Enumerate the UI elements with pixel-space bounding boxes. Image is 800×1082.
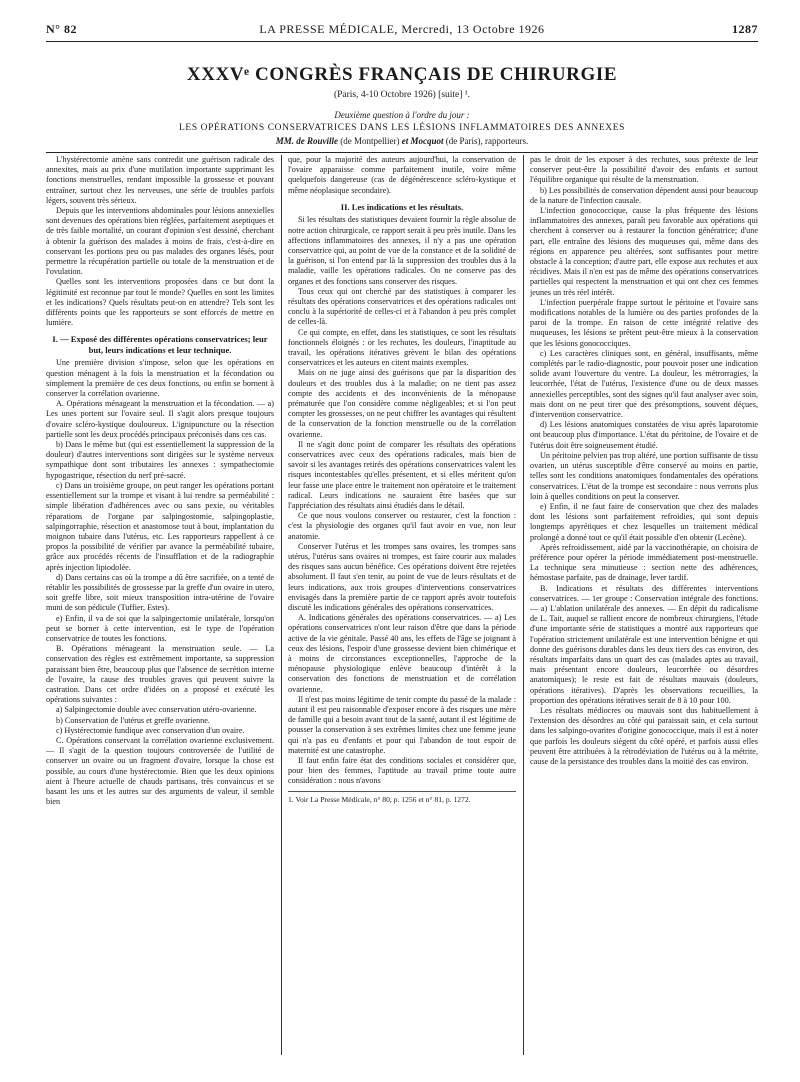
column-3: [530, 155, 758, 1055]
paragraph: Ce qui compte, en effet, dans les statistiques, ce sont les résultats fonctionnels éloignés : or les rechutes, les douleurs, l'inaptitude au travail, les opérations itératives grèvent le bilan des opérations conservatrices et les auteurs en citent maints exemples.: [288, 327, 516, 368]
journal-page: [46, 22, 758, 1055]
paragraph: Quelles sont les interventions proposées dans ce but dont la légitimité est reconnue par tout le monde? Quelles en sont les limites et les indications? Quels résultats peut-on en attendre? Tels sont les différents points que les rapporteurs se sont efforcés de mettre en lumière.: [46, 277, 274, 328]
paragraph: b) Dans le même but (qui est essentiellement la suppression de la douleur) d'autres interventions sont dirigées sur le système nerveux sympathique dont sont tributaires les annexes : sympathectomie hypogastrique, résection du nerf pré-sacré.: [46, 440, 274, 480]
paragraph: B. Opérations ménageant la menstruation seule. — La conservation des règles est extrêmement importante, sa suppression paraissant bien être, beaucoup plus que l'absence de secrétion interne de l'ovaire, la cause des troubles graves qui peuvent suivre la castration. Dans cet ordre d'idées on a proposé et exécuté les opérations suivantes :: [46, 644, 274, 705]
paragraph: Les résultats médiocres ou mauvais sont dus habituellement à l'extension des désordres au côté qui paraissait sain, et cela surtout dans les salpingo-ovarites d'origine gonococcique, mais il est à noter que parfois les douleurs siègent du côté opéré, et parfois aussi elles peuvent être attribuées à la rétrodéviation de l'utérus ou à la métrite, cause de la persistance des troubles dans la moitié des cas environ.: [530, 705, 758, 766]
list-item: c) Hystérectomie fundique avec conservation d'un ovaire.: [56, 725, 245, 735]
paragraph: Il n'est pas moins légitime de tenir compte du passé de la malade : autant il est peu raisonnable d'exposer encore à des risques une mère de famille qui a besoin avant tout de la santé, autant il est légitime de pousser la conservation à ses extrêmes limites chez une femme jeune qui n'a pas eu d'enfants et pour qui l'abandon de tout espoir de maternité est une catastrophe.: [288, 694, 516, 755]
paragraph: L'hystérectomie amène sans contredit une guérison radicale des annexites, mais au prix d'une mutilation importante supprimant les fonctions menstruelles, rendant impossible la grossesse et pouvant entraîner, surtout chez les nerveuses, une série de troubles parfois légers, souvent très sérieux.: [46, 155, 274, 205]
authors-role: (de Paris), rapporteurs.: [443, 136, 529, 146]
paragraph: b) Les possibilités de conservation dépendent aussi pour beaucoup de la nature de l'infection causale.: [530, 185, 758, 205]
paragraph: Conserver l'utérus et les trompes sans ovaires, les trompes sans utérus, l'utérus sans ovaires ni trompes, est faire courir aux malades des risques sans aucun bénéfice. Ces opérations doivent être rejetées absolument. Il faut s'en tenir, au point de vue de leurs résultats et de leurs indications, aux trois groupes d'interventions conservatrices envisagés dans la première partie de ce rapport après avoir toutefois discuté les indications générales des opérations conservatrices.: [288, 541, 516, 613]
paragraph: pas le droit de les exposer à des rechutes, sous prétexte de leur conserver peut-être la possibilité d'avoir des enfants et surtout l'équilibre organique qui résulte de la menstruation.: [530, 155, 758, 185]
paragraph: e) Enfin, il ne faut faire de conservation que chez des malades dont les lésions sont parfaitement refroidies, qui sont depuis longtemps apyrétiques et chez lesquelles un traitement médical prolongé a donné tout ce qu'il était possible d'en obtenir (Lecène).: [530, 501, 758, 542]
text-columns: [46, 155, 758, 1055]
paragraph: Il ne s'agit donc point de comparer les résultats des opérations conservatrices avec ceux des opérations radicales, mais bien de savoir si les avantages retirés des opérations conservatrices valent les risques incontestables qu'elles présentent, et si elles méritent qu'on leur fasse une place entre le traitement non opératoire et le traitement radical. Leurs indications ne sauraient être basées que sur l'appréciation des résultats ainsi étudiés dans le détail.: [288, 439, 516, 510]
paragraph: Ce que nous voulons conserver ou restaurer, c'est la fonction : c'est la physiologie des organes qu'il faut avoir en vue, non leur anatomie.: [288, 511, 516, 541]
paragraph: Tous ceux qui ont cherché par des statistiques à comparer les résultats des opérations conservatrices et des opérations radicales ont conclu à la supériorité de celles-ci et à l'abandon à peu près complet de celles-là.: [288, 286, 516, 327]
paragraph: c) Dans un troisième groupe, on peut ranger les opérations portant essentiellement sur la trompe et visant à lui rendre sa perméabilité : simple libération d'adhérences avec ou sans pexie, ou véritables réparations de l'organe par salpingostomie, salpingoplastie, salpingorraphie, résection et anastomose tout à bout, implantation du moignon tubaire dans l'utérus, etc. Les rapporteurs rappellent à ce propos la possibilité de vérifier par avance la perméabilité tubaire, grâce aux procédés récents de l'insufflation et de la radiographie après injection lipiodolée.: [46, 480, 274, 572]
paragraph: Mais on ne juge ainsi des guérisons que par la disparition des douleurs et des troubles dus à la maladie; on ne tient pas assez compte des accidents et des inconvénients de la ménopause prématurée que l'on considère comme négligeables; et si l'on peut compter les grossesses, on ne peut chiffrer les avantages qui résultent de la conservation de la fonction menstruelle ou de la corrélation ovarienne.: [288, 368, 516, 439]
paragraph: Un péritoine pelvien pas trop altéré, une portion suffisante de tissu ovarien, un utérus susceptible d'être conservé au moins en partie, telles sont les conditions anatomiques fondamentales des opérations conservatrices. L'état de la trompe est secondaire : nous verrons plus loin à quelles conditions on peut la conserver.: [530, 450, 758, 501]
paragraph: C. Opérations conservant la corrélation ovarienne exclusivement. — Il s'agit de la question toujours controversée de l'utilité de conserver un ovaire ou un fragment d'ovaire, lorsque la chose est possible, au cours d'une hystérectomie. Bien que les deux opinions aient à l'heure actuelle de chauds partisans, très convaincus et se basant les uns et les autres sur des arguments de valeur, il semble bien: [46, 735, 274, 807]
paragraph: L'infection gonococcique, cause la plus fréquente des lésions inflammatoires des annexes, paraît peu favorable aux opérations qui cherchent à conserver ou à restaurer la fonction génératrice; d'une part, elle entraîne des lésions des muqueuses qui, même dans des régions en apparence peu altérées, sont suffisantes pour mettre obstacle à la conception; d'autre part, elle expose aux rechutes et aux récidives. Mais il n'en est pas de même des opérations conservatrices partielles qui respectent la menstruation et qui ont chez ces femmes jeunes un très réel intérêt.: [530, 206, 758, 297]
column-2: [288, 155, 516, 1055]
paragraph: A. Opérations ménageant la menstruation et la fécondation. — a) Les unes portent sur l'ovaire seul. Il s'agit alors presque toujours d'ovaire scléro-kystique douloureux. L'ignipuncture ou la résection partielle sont les deux procédés principaux préconisés dans ces cas.: [46, 399, 274, 439]
column-1: [46, 155, 274, 1055]
issue-number: N° 82: [46, 22, 77, 36]
list-item: a) Salpingectomie double avec conservation utéro-ovarienne.: [56, 705, 257, 715]
congress-subtitle: (Paris, 4-10 Octobre 1926) [suite] ¹.: [333, 90, 471, 100]
paragraph: Une première division s'impose, selon que les opérations en question ménagent à la fois la menstruation et la fécondation ou simplement la première de ces deux fonctions, ou enfin se bornent à conserver la corrélation ovarienne.: [46, 358, 274, 399]
paragraph: B. Indications et résultats des différentes interventions conservatrices. — 1er groupe : Conservation intégrale des fonctions. — a) L'ablation unilatérale des annexes. — En dépit du radicalisme de L. Tait, auquel se rallient encore de nombreux chirurgiens, l'étude d'une importante série de statistiques a montré aux rapporteurs que l'opération strictement unilatérale est une intervention bénigne et qui donne des guérisons durables dans les deux tiers des cas environ, des résultats imparfaits dans un quart des cas (malades aptes au travail, mais présentant encore douleurs, leucorrhée ou désordres anatomiques); le reste est fait de résultats mauvais (douleurs, opérations itératives). D'après les observations recueillies, la proportion des opérations itératives serait de 8 à 10 pour 100.: [530, 583, 758, 705]
paragraph: A. Indications générales des opérations conservatrices. — a) Les opérations conservatrices n'ont leur raison d'être que dans la période active de la vie génitale. Passé 40 ans, les effets de l'âge se joignant à ceux des lésions, l'espoir d'une grossesse devient bien chimérique et à moins de circonstances exceptionnelles, l'approche de la ménopause physiologique enlève beaucoup d'intérêt à la conservation des fonctions de menstruation et de corrélation ovarienne.: [288, 613, 516, 694]
article-topic: LES OPÉRATIONS CONSERVATRICES DANS LES LÉSIONS INFLAMMATOIRES DES ANNEXES: [179, 123, 625, 133]
list-item: b) Conservation de l'utérus et greffe ovarienne.: [56, 715, 210, 725]
paragraph: Depuis que les interventions abdominales pour lésions annexielles sont devenues des opérations bien réglées, parfaitement aseptiques et de très faible mortalité, un courant d'opinion s'est dessiné, cherchant à obtenir la guérison des malades à moins de frais, c'est-à-dire en conservant les portions peu ou pas malades des organes lésés, pour permettre la récupération partielle ou totale de la menstruation et de l'ovulation.: [46, 206, 274, 277]
paragraph: que, pour la majorité des auteurs aujourd'hui, la conservation de l'ovaire apparaisse comme parfaitement inutile, voire même quelquefois dangereuse (cas de dégénérescence scléro-kystique et même néoplasique secondaire).: [288, 155, 516, 195]
paragraph: d) Les lésions anatomiques constatées de visu après laparotomie ont beaucoup plus d'importance. L'état du péritoine, de l'ovaire et de l'utérus doit être soigneusement étudié.: [530, 420, 758, 450]
section-heading-2: II. Les indications et les résultats.: [340, 201, 464, 212]
author-2: et Mocquot: [401, 136, 444, 146]
paragraph: c) Les caractères cliniques sont, en général, insuffisants, même complétés par le radio-diagnostic, pour pouvoir poser une indication solide avant l'ouverture du ventre. La douleur, les métrorragies, la leucorrhée, l'état de l'utérus, l'existence d'une ou de deux masses annexielles perceptibles, sont des signes qu'il faut analyser avec soin, mais dont on ne peut tirer que des présomptions, souvent déçues, d'intervention conservatrice.: [530, 348, 758, 420]
page-number: 1287: [732, 22, 758, 36]
paragraph: e) Enfin, il va de soi que la salpingectomie unilatérale, lorsqu'on peut se borner à cette intervention, est le type de l'opération conservatrice de toutes les fonctions.: [46, 613, 274, 643]
author-1-origin: (de Montpellier): [338, 136, 402, 146]
section-heading-1: I. — Exposé des différentes opérations conservatrices; leur but, leurs indications et leur technique.: [52, 334, 268, 355]
agenda-question: Deuxième question à l'ordre du jour :: [334, 110, 470, 120]
title-rule: [46, 152, 758, 153]
congress-title: XXXVᵉ CONGRÈS FRANÇAIS DE CHIRURGIE: [186, 64, 618, 85]
paragraph: Après refroidissement, aidé par la vaccinothérapie, on choisira de préférence pour opérer la période immédiatement post-menstruelle. La technique sera minutieuse : section nette des adhérences, hémostase parfaite, pas de drainage, lever tardif.: [530, 542, 758, 583]
paragraph: d) Dans certains cas où la trompe a dû être sacrifiée, on a tenté de rétablir les possibilités de grossesse par la greffe d'un ovaire in utero, soit greffe libre, soit mieux transposition intra-utérine de l'ovaire muni de son pédicule (Tuffier, Estes).: [46, 572, 274, 613]
footnote: 1. Voir La Presse Médicale, n° 80, p. 1256 et n° 81, p. 1272.: [288, 791, 516, 805]
journal-title: LA PRESSE MÉDICALE, Mercredi, 13 Octobre 1926: [259, 22, 545, 36]
paragraph: L'infection puerpérale frappe surtout le péritoine et l'ovaire sans modifications notables de la lumière ou des parties profondes de la paroi de la trompe. En raison de cette intégrité relative des muqueuses, les lésions se prêtent peut-être mieux à la conservation que les lésions gonococciques.: [530, 297, 758, 348]
paragraph: Il faut enfin faire état des conditions sociales et considérer que, pour bien des femmes, l'aptitude au travail prime toute autre considération : nous n'avons: [288, 756, 516, 786]
running-header: [46, 22, 758, 38]
column-divider: [523, 155, 524, 1055]
paragraph: Si les résultats des statistiques devaient fournir la règle absolue de notre action chirurgicale, ce rapport serait à peu près inutile. Dans les affections inflammatoires des annexes, il n'y a pas une opération conservatrice qui, au point de vue de la constance et de la solidité de la guérison, si l'on entend par là la suppression des troubles dus à la maladie, vaille les opérations radicales. On ne conserve pas des organes et des fonctions sans conserver des risques.: [288, 215, 516, 286]
author-1: MM. de Rouville: [275, 136, 339, 146]
column-divider: [281, 155, 282, 1055]
header-rule: [46, 41, 758, 42]
article-authors: [46, 136, 758, 146]
